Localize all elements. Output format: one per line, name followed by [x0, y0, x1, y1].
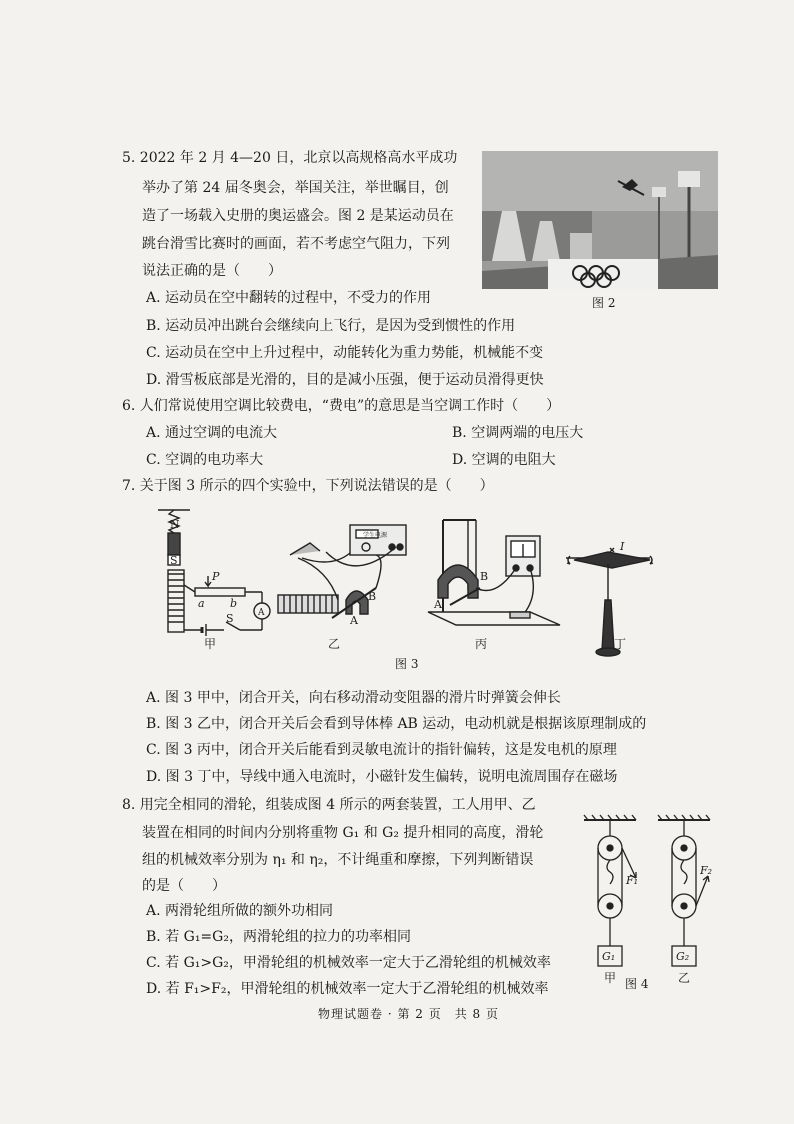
fig4-pulley-systems	[582, 814, 712, 994]
page-footer: 物理试题卷 · 第 2 页 共 8 页	[318, 1007, 499, 1021]
q8-option-a: A. 两滑轮组所做的额外功相同	[146, 903, 334, 919]
q5-stem-line-4: 跳台滑雪比赛时的画面，若不考虑空气阻力，下列	[142, 236, 450, 252]
q5-stem-line-2: 举办了第 24 届冬奥会，举国关注，举世瞩目，创	[142, 180, 449, 196]
ski-jump-photo	[482, 151, 718, 289]
q5-stem-line-5: 说法正确的是（ ）	[142, 263, 282, 279]
fig3-jia-label: 甲	[204, 637, 217, 651]
q8-stem-line-2: 装置在相同的时间内分别将重物 G₁ 和 G₂ 提升相同的高度，滑轮	[142, 825, 544, 841]
q7-option-c: C. 图 3 丙中，闭合开关后能看到灵敏电流计的指针偏转，这是发电机的原理	[146, 742, 617, 758]
fig4-f1-label: F₁	[626, 874, 639, 887]
fig3-yi-label-b: B	[368, 590, 377, 603]
q7-option-b: B. 图 3 乙中，闭合开关后会看到导体棒 AB 运动，电动机就是根据该原理制成的	[146, 716, 647, 732]
q5-stem-line-3: 造了一场载入史册的奥运盛会。图 2 是某运动员在	[142, 208, 454, 224]
fig3-ding-label: 丁	[614, 637, 627, 651]
fig3-caption: 图 3	[395, 657, 419, 671]
fig2-caption: 图 2	[592, 296, 616, 310]
fig3-label-p: P	[212, 570, 220, 583]
fig3-label-b-small: b	[230, 597, 238, 610]
q6-option-a: A. 通过空调的电流大	[146, 425, 278, 441]
q7-option-d: D. 图 3 丁中，导线中通入电流时，小磁针发生偏转，说明电流周围存在磁场	[146, 769, 618, 785]
q5-option-b: B. 运动员冲出跳台会继续向上飞行，是因为受到惯性的作用	[146, 318, 516, 334]
q8-stem-line-1: 8. 用完全相同的滑轮，组装成图 4 所示的两套装置，工人用甲、乙	[122, 797, 536, 813]
fig4-yi-label: 乙	[678, 971, 691, 985]
fig3-yi-label-a: A	[350, 614, 358, 627]
fig3-ammeter-label: A	[258, 608, 265, 618]
fig3-yi-label: 乙	[328, 637, 341, 651]
fig3-experiments	[150, 500, 660, 675]
fig4-jia-label: 甲	[604, 971, 617, 985]
fig3-bing-label-a: A	[434, 598, 442, 611]
fig4-g2-label: G₂	[676, 950, 690, 963]
q8-option-c: C. 若 G₁>G₂，甲滑轮组的机械效率一定大于乙滑轮组的机械效率	[146, 955, 551, 971]
fig3-bing-label-b: B	[480, 570, 489, 583]
q5-option-d: D. 滑雪板底部是光滑的，目的是减小压强，便于运动员滑得更快	[146, 372, 544, 388]
q5-option-a: A. 运动员在空中翻转的过程中，不受力的作用	[146, 290, 432, 306]
fig3-bing-label: 丙	[475, 637, 488, 651]
fig3-label-a-small: a	[198, 597, 205, 610]
fig3-label-switch: S	[226, 612, 234, 625]
fig3-label-s: S	[170, 554, 178, 567]
q8-stem-line-3: 组的机械效率分别为 η₁ 和 η₂，不计绳重和摩擦，下列判断错误	[142, 852, 534, 868]
fig3-current-label: I	[620, 540, 625, 553]
fig3-label-n: N	[170, 518, 180, 531]
q8-option-d: D. 若 F₁>F₂，甲滑轮组的机械效率一定大于乙滑轮组的机械效率	[146, 981, 549, 997]
q6-option-c: C. 空调的电功率大	[146, 452, 264, 468]
q5-stem-line-1: 5. 2022 年 2 月 4—20 日，北京以高规格高水平成功	[122, 150, 458, 166]
fig3-power-supply-text: 学生电源	[363, 532, 388, 539]
q6-option-d: D. 空调的电阻大	[452, 452, 556, 468]
q7-option-a: A. 图 3 甲中，闭合开关，向右移动滑动变阻器的滑片时弹簧会伸长	[146, 690, 561, 706]
q8-stem-line-4: 的是（ ）	[142, 878, 226, 894]
q7-stem: 7. 关于图 3 所示的四个实验中，下列说法错误的是（ ）	[122, 478, 494, 494]
q6-stem: 6. 人们常说使用空调比较费电，“费电”的意思是当空调工作时（ ）	[122, 398, 561, 414]
fig4-g1-label: G₁	[602, 950, 616, 963]
q5-option-c: C. 运动员在空中上升过程中，动能转化为重力势能，机械能不变	[146, 345, 544, 361]
fig4-f2-label: F₂	[700, 864, 712, 877]
q6-option-b: B. 空调两端的电压大	[452, 425, 584, 441]
q8-option-b: B. 若 G₁=G₂，两滑轮组的拉力的功率相同	[146, 929, 411, 945]
fig4-caption: 图 4	[625, 977, 649, 991]
